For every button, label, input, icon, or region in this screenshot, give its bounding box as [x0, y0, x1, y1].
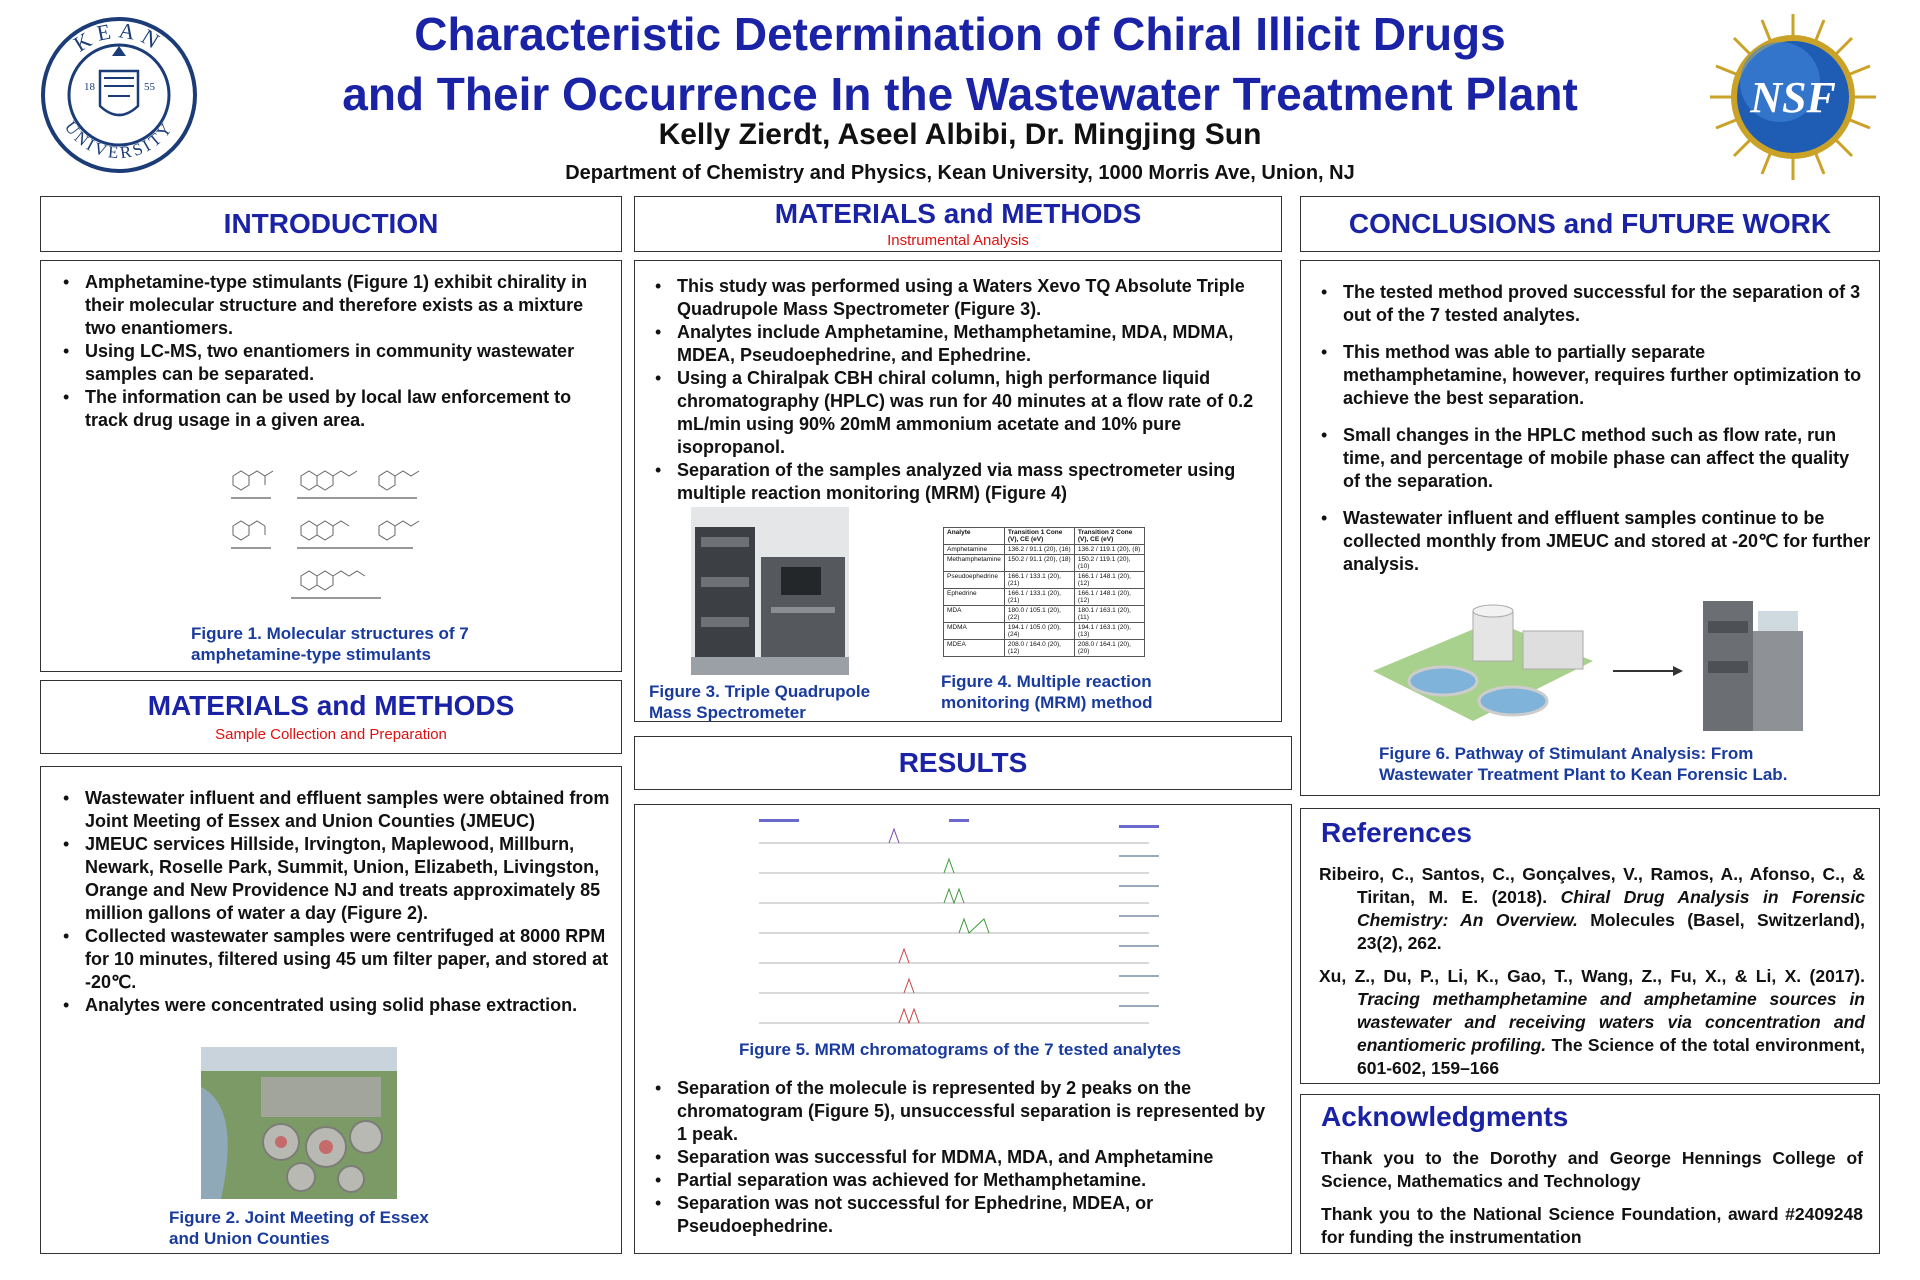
- table-cell: 180.1 / 163.1 (20), (11): [1074, 606, 1144, 623]
- materials-sample-panel: [40, 766, 622, 1254]
- table-row: [944, 545, 1145, 555]
- reference-title: Tracing methamphetamine and amphetamine sources in wastewater and receiving waters via concentration and enantiomeric profiling.: [1357, 989, 1865, 1055]
- table-cell: 150.2 / 91.1 (20), (18): [1004, 555, 1074, 572]
- title-line-2: and Their Occurrence In the Wastewater Treatment Plant: [342, 68, 1578, 120]
- table-cell: Methamphetamine: [944, 555, 1005, 572]
- table-cell: MDMA: [944, 623, 1005, 640]
- figure-3-photo: [691, 507, 849, 675]
- nsf-logo-icon: [1708, 12, 1878, 182]
- reference-source: The Science of the total environment, 601-602, 159–166: [1357, 1035, 1865, 1078]
- reference-item: [1319, 863, 1865, 955]
- materials-instrument-subtitle: Instrumental Analysis: [887, 231, 1029, 249]
- figure-1-caption: Figure 1. Molecular structures of 7 amphetamine-type stimulants: [191, 624, 469, 664]
- pathway-icon: [1373, 601, 1833, 741]
- seal-year-right: 55: [144, 81, 155, 93]
- list-item: • This method was able to partially separate methamphetamine, however, requires further optimization to achieve the best separation.: [1313, 341, 1871, 410]
- materials-sample-subtitle: Sample Collection and Preparation: [215, 725, 447, 743]
- materials-sample-header: [40, 680, 622, 754]
- figure-5-chromatograms: [749, 817, 1179, 1027]
- introduction-header: [40, 196, 622, 252]
- mrm-table: [943, 527, 1145, 657]
- list-item: • JMEUC services Hillside, Irvington, Maplewood, Millburn, Newark, Roselle Park, Summit, Union, Elizabeth, Livingston, Orange and New Providence NJ and treats approximately 85 million gallons of water a day (Figure 2).: [55, 833, 611, 925]
- table-cell: 194.1 / 163.1 (20), (13): [1074, 623, 1144, 640]
- table-row: [944, 623, 1145, 640]
- seal-text-top: KEAN: [69, 17, 169, 57]
- results-header: [634, 736, 1292, 790]
- table-cell: 166.1 / 148.1 (20), (12): [1074, 589, 1144, 606]
- poster-title: [280, 4, 1640, 124]
- kean-university-seal-icon: [40, 16, 198, 174]
- materials-instrument-panel: [634, 260, 1282, 722]
- reference-source: Molecules (Basel, Switzerland), 23(2), 262.: [1357, 910, 1865, 953]
- reference-authors: Xu, Z., Du, P., Li, K., Gao, T., Wang, Z., Fu, X., & Li, X. (2017).: [1319, 966, 1865, 986]
- table-cell: MDEA: [944, 640, 1005, 657]
- list-item: • Separation of the samples analyzed via mass spectrometer using multiple reaction monitoring (MRM) (Figure 4): [647, 459, 1273, 505]
- table-header-row: [944, 528, 1145, 545]
- figure-6-caption: Figure 6. Pathway of Stimulant Analysis: From Wastewater Treatment Plant to Kean Forensic Lab.: [1379, 744, 1788, 784]
- materials-instrument-title: MATERIALS and METHODS: [774, 198, 1142, 230]
- treatment-plant-aerial-icon: [201, 1047, 397, 1199]
- conclusions-title: CONCLUSIONS and FUTURE WORK: [1348, 207, 1832, 239]
- materials-instrument-bullets: [647, 275, 1273, 505]
- table-cell: MDA: [944, 606, 1005, 623]
- figure-2-photo: [201, 1047, 397, 1199]
- acknowledgments-panel: [1300, 1094, 1880, 1254]
- table-cell: 136.2 / 119.1 (20), (8): [1074, 545, 1144, 555]
- materials-sample-title: MATERIALS and METHODS: [147, 690, 515, 722]
- acknowledgment-paragraph: Thank you to the National Science Foundation, award #2409248 for funding the instrumentation: [1321, 1204, 1863, 1247]
- seal-text-bottom: UNIVERSITY: [60, 117, 178, 163]
- mrm-chromatograms-icon: [749, 817, 1179, 1027]
- introduction-bullets: [55, 271, 605, 432]
- figure-1-molecular-structures: [221, 461, 481, 611]
- table-cell: 208.0 / 164.0 (20), (12): [1004, 640, 1074, 657]
- figure-3-caption: Figure 3. Triple Quadrupole Mass Spectrometer: [649, 682, 871, 722]
- kean-logo: [40, 16, 198, 174]
- table-cell: Pseudoephedrine: [944, 572, 1005, 589]
- table-row: [944, 589, 1145, 606]
- table-cell: 150.2 / 119.1 (20), (10): [1074, 555, 1144, 572]
- table-header: Transition 1 Cone (V), CE (eV): [1004, 528, 1074, 545]
- figure-2-caption: Figure 2. Joint Meeting of Essex and Union Counties: [169, 1208, 429, 1248]
- table-header: Analyte: [944, 528, 1005, 545]
- figure-4-mrm-table: [943, 527, 1145, 657]
- seal-year-left: 18: [84, 81, 95, 93]
- table-row: [944, 640, 1145, 657]
- authors: Kelly Zierdt, Aseel Albibi, Dr. Mingjing Sun: [658, 118, 1262, 151]
- figure-6-pathway: [1373, 601, 1833, 741]
- nsf-logo-text: NSF: [1750, 73, 1836, 122]
- table-row: [944, 572, 1145, 589]
- results-bullets: [647, 1077, 1279, 1238]
- references-panel: [1300, 808, 1880, 1084]
- list-item: • Analytes include Amphetamine, Methamphetamine, MDA, MDMA, MDEA, Pseudoephedrine, and Ephedrine.: [647, 321, 1273, 367]
- table-cell: 180.0 / 105.1 (20), (22): [1004, 606, 1074, 623]
- table-row: [944, 606, 1145, 623]
- table-cell: 208.0 / 164.1 (20), (20): [1074, 640, 1144, 657]
- table-cell: 194.1 / 105.0 (20), (24): [1004, 623, 1074, 640]
- list-item: • Wastewater influent and effluent samples continue to be collected monthly from JMEUC and stored at -20℃ for further analysis.: [1313, 507, 1871, 576]
- references-title: References: [1321, 817, 1472, 848]
- table-cell: Amphetamine: [944, 545, 1005, 555]
- reference-item: [1319, 965, 1865, 1080]
- materials-instrument-header: [634, 196, 1282, 252]
- table-cell: 166.1 / 133.1 (20), (21): [1004, 589, 1074, 606]
- conclusions-header: [1300, 196, 1880, 252]
- list-item: • This study was performed using a Waters Xevo TQ Absolute Triple Quadrupole Mass Spectrometer (Figure 3).: [647, 275, 1273, 321]
- nsf-logo: [1708, 12, 1878, 182]
- list-item: • Wastewater influent and effluent samples were obtained from Joint Meeting of Essex and Union Counties (JMEUC): [55, 787, 611, 833]
- references-list: [1319, 863, 1865, 1090]
- acknowledgment-paragraph: Thank you to the Dorothy and George Hennings College of Science, Mathematics and Technology: [1321, 1148, 1863, 1191]
- table-cell: Ephedrine: [944, 589, 1005, 606]
- materials-sample-bullets: [55, 787, 611, 1017]
- results-title: RESULTS: [898, 746, 1028, 778]
- table-cell: 136.2 / 91.1 (20), (16): [1004, 545, 1074, 555]
- list-item: • Amphetamine-type stimulants (Figure 1) exhibit chirality in their molecular structure and therefore exists as a mixture two enantiomers.: [55, 271, 605, 340]
- list-item: • Separation was successful for MDMA, MDA, and Amphetamine: [647, 1146, 1279, 1169]
- title-line-1: Characteristic Determination of Chiral Illicit Drugs: [414, 8, 1506, 60]
- figure-5-caption: Figure 5. MRM chromatograms of the 7 tested analytes: [739, 1040, 1182, 1059]
- list-item: • Small changes in the HPLC method such as flow rate, run time, and percentage of mobile phase can affect the quality of the separation.: [1313, 424, 1871, 493]
- acknowledgments-body: [1321, 1147, 1863, 1259]
- list-item: • Separation was not successful for Ephedrine, MDEA, or Pseudoephedrine.: [647, 1192, 1279, 1238]
- list-item: • Using a Chiralpak CBH chiral column, high performance liquid chromatography (HPLC) was run for 40 minutes at a flow rate of 0.2 mL/min using 90% 20mM ammonium acetate and 10% pure isopropanol.: [647, 367, 1273, 459]
- introduction-panel: [40, 260, 622, 672]
- list-item: • The information can be used by local law enforcement to track drug usage in a given area.: [55, 386, 605, 432]
- list-item: • The tested method proved successful for the separation of 3 out of the 7 tested analytes.: [1313, 281, 1871, 327]
- table-row: [944, 555, 1145, 572]
- mass-spectrometer-icon: [691, 507, 849, 675]
- conclusions-bullets: [1313, 281, 1871, 576]
- introduction-title: INTRODUCTION: [223, 207, 439, 239]
- list-item: • Collected wastewater samples were centrifuged at 8000 RPM for 10 minutes, filtered using 45 um filter paper, and stored at -20℃.: [55, 925, 611, 994]
- table-header: Transition 2 Cone (V), CE (eV): [1074, 528, 1144, 545]
- list-item: • Analytes were concentrated using solid phase extraction.: [55, 994, 611, 1017]
- acknowledgments-title: Acknowledgments: [1321, 1101, 1569, 1132]
- results-panel: [634, 804, 1292, 1254]
- list-item: • Separation of the molecule is represented by 2 peaks on the chromatogram (Figure 5), unsuccessful separation is represented by 1 peak.: [647, 1077, 1279, 1146]
- department: Department of Chemistry and Physics, Kean University, 1000 Morris Ave, Union, NJ: [565, 162, 1355, 184]
- figure-4-caption: Figure 4. Multiple reaction monitoring (MRM) method: [941, 672, 1153, 712]
- conclusions-panel: [1300, 260, 1880, 796]
- reference-authors: Ribeiro, C., Santos, C., Gonçalves, V., Ramos, A., Afonso, C., & Tiritan, M. E. (2018).: [1319, 864, 1865, 907]
- table-cell: 166.1 / 148.1 (20), (12): [1074, 572, 1144, 589]
- reference-title: Chiral Drug Analysis in Forensic Chemistry: An Overview.: [1357, 887, 1865, 930]
- list-item: • Using LC-MS, two enantiomers in community wastewater samples can be separated.: [55, 340, 605, 386]
- table-cell: 166.1 / 133.1 (20), (21): [1004, 572, 1074, 589]
- list-item: • Partial separation was achieved for Methamphetamine.: [647, 1169, 1279, 1192]
- molecule-structures-icon: [221, 461, 481, 611]
